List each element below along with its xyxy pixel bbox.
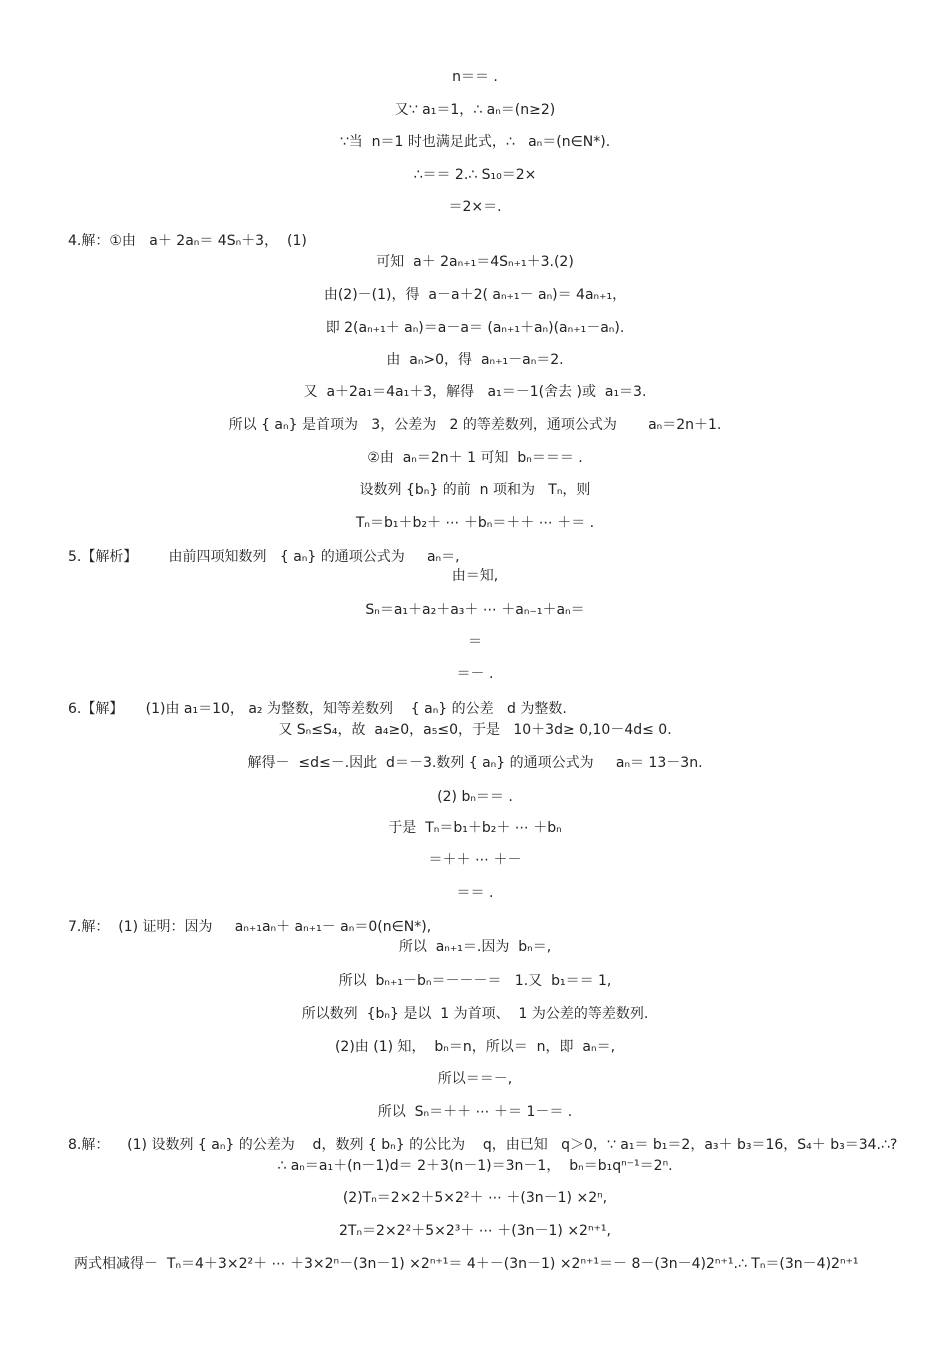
text-line: 所以 Sₙ＝＋＋ ⋯ ＋＝ 1－＝ .: [377, 1104, 573, 1120]
problem-8-heading: 8.解： (1) 设数列 { aₙ} 的公差为 d，数列 { bₙ} 的公比为 q，由已知 q＞0，∵ a₁＝ b₁＝2，a₃＋ b₃＝16，S₄＋ b₃＝34.∴?: [68, 1137, 898, 1153]
problem-7-heading: 7.解： (1) 证明：因为 aₙ₊₁aₙ＋ aₙ₊₁－ aₙ＝0(n∈N*),: [68, 919, 432, 935]
text-line: 又∵ a₁＝1，∴ aₙ＝(n≥2): [394, 102, 556, 118]
text-line: 由(2)－(1)，得 a－a＋2( aₙ₊₁－ aₙ)＝ 4aₙ₊₁，: [323, 287, 627, 303]
text-line: ∴＝＝ 2.∴ S₁₀＝2×: [413, 167, 537, 183]
text-line: 又 Sₙ≤S₄，故 a₄≥0，a₅≤0，于是 10＋3d≥ 0,10－4d≤ 0.: [278, 722, 672, 738]
text-line: ＝2×＝.: [448, 199, 502, 215]
text-line: ＝: [468, 634, 482, 650]
text-line: 所以 bₙ₊₁－bₙ＝－－－＝ 1.又 b₁＝＝ 1,: [338, 973, 612, 989]
text-line: ∴ aₙ＝a₁＋(n－1)d＝ 2＋3(n－1)＝3n－1， bₙ＝b₁qⁿ⁻¹＝2ⁿ.: [277, 1158, 673, 1174]
text-line: (2) bₙ＝＝ .: [437, 789, 513, 805]
text-line: 所以数列 {bₙ} 是以 1 为首项、 1 为公差的等差数列.: [301, 1006, 649, 1022]
text-line: ②由 aₙ＝2n＋ 1 可知 bₙ＝＝＝ .: [367, 450, 583, 466]
text-line: Tₙ＝b₁＋b₂＋ ⋯ ＋bₙ＝＋＋ ⋯ ＋＝ .: [355, 515, 595, 531]
problem-4-heading: 4.解：①由 a＋ 2aₙ＝ 4Sₙ＋3， (1): [68, 233, 307, 249]
text-line: 可知 a＋ 2aₙ₊₁＝4Sₙ₊₁＋3.(2): [376, 254, 574, 270]
text-line: 即 2(aₙ₊₁＋ aₙ)＝a－a＝ (aₙ₊₁＋aₙ)(aₙ₊₁－aₙ).: [325, 320, 625, 336]
text-line: 由＝知,: [451, 568, 499, 584]
text-line: Sₙ＝a₁＋a₂＋a₃＋ ⋯ ＋aₙ₋₁＋aₙ＝: [365, 602, 585, 618]
text-line: (2)由 (1) 知， bₙ＝n，所以＝ n，即 aₙ＝,: [334, 1039, 616, 1055]
text-line: ＝＝ .: [456, 885, 494, 901]
text-line: 所以＝＝－,: [437, 1071, 513, 1087]
text-line: 2Tₙ＝2×2²＋5×2³＋ ⋯ ＋(3n－1) ×2ⁿ⁺¹,: [339, 1223, 611, 1239]
text-line: 两式相减得－ Tₙ＝4＋3×2²＋ ⋯ ＋3×2ⁿ－(3n－1) ×2ⁿ⁺¹＝ 4＋－(3n－1) ×2ⁿ⁺¹＝－ 8－(3n－4)2ⁿ⁺¹.∴ Tₙ＝(3n－4)2ⁿ⁺¹: [74, 1256, 859, 1272]
text-line: 于是 Tₙ＝b₁＋b₂＋ ⋯ ＋bₙ: [388, 820, 562, 836]
text-line: (2)Tₙ＝2×2＋5×2²＋ ⋯ ＋(3n－1) ×2ⁿ,: [342, 1190, 608, 1206]
text-line: ∵当 n＝1 时也满足此式，∴ aₙ＝(n∈N*).: [339, 134, 611, 150]
text-line: n＝＝ .: [452, 69, 498, 85]
problem-5-heading: 5.【解析】 由前四项知数列 { aₙ} 的通项公式为 aₙ＝,: [68, 549, 460, 565]
text-line: 设数列 {bₙ} 的前 n 项和为 Tₙ，则: [359, 482, 591, 498]
text-line: 解得－ ≤d≤－.因此 d＝－3.数列 { aₙ} 的通项公式为 aₙ＝ 13－3n.: [247, 755, 703, 771]
text-line: ＝＋＋ ⋯ ＋－: [428, 852, 522, 868]
text-line: 所以 { aₙ} 是首项为 3，公差为 2 的等差数列，通项公式为 aₙ＝2n＋1.: [228, 417, 722, 433]
text-line: 所以 aₙ₊₁＝.因为 bₙ＝,: [398, 939, 552, 955]
problem-6-heading: 6.【解】 (1)由 a₁＝10， a₂ 为整数，知等差数列 { aₙ} 的公差 d 为整数.: [68, 701, 567, 717]
text-line: ＝－ .: [456, 666, 494, 682]
text-line: 又 a＋2a₁＝4a₁＋3，解得 a₁＝－1(舍去 )或 a₁＝3.: [303, 384, 647, 400]
text-line: 由 aₙ>0，得 aₙ₊₁－aₙ＝2.: [386, 352, 564, 368]
